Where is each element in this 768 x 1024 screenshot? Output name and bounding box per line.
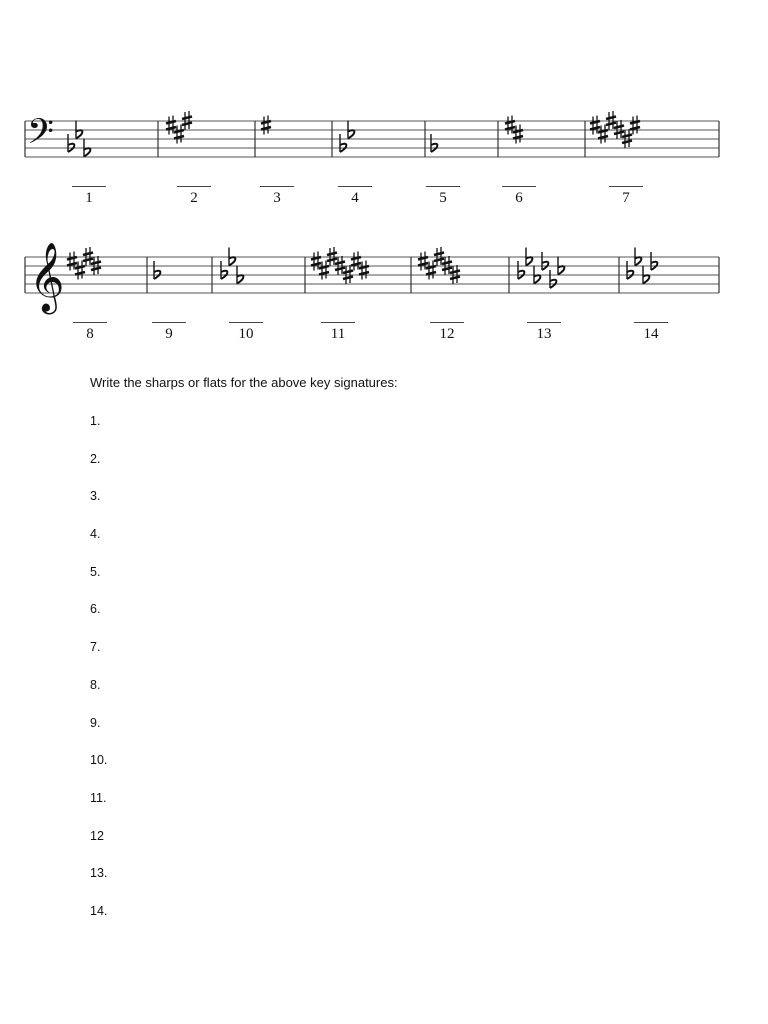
key-signature-number: 9	[165, 326, 173, 342]
answer-blank[interactable]	[177, 186, 211, 187]
key-signature-number: 3	[273, 190, 281, 206]
answer-line-6[interactable]: 6.	[90, 602, 101, 617]
sharp-icon	[630, 116, 640, 135]
answer-line-14[interactable]: 14.	[90, 903, 108, 918]
answer-line-11[interactable]: 11.	[90, 790, 107, 805]
answer-line-8[interactable]: 8.	[90, 677, 101, 692]
flat-icon	[550, 270, 556, 288]
answer-list	[90, 413, 107, 941]
key-signature-number: 1	[85, 190, 93, 206]
treble-clef-icon: 𝄞	[29, 242, 65, 312]
answer-blank[interactable]	[426, 186, 460, 187]
key-signature-number: 13	[536, 326, 552, 342]
answer-line-1[interactable]: 1.	[90, 414, 101, 428]
answer-blank[interactable]	[609, 186, 643, 187]
flat-icon	[68, 134, 74, 152]
answer-blank[interactable]	[338, 186, 372, 187]
flat-icon	[518, 261, 524, 279]
answer-blank[interactable]	[229, 322, 263, 323]
answer-blank[interactable]	[430, 322, 464, 323]
key-signature-number: 10	[238, 326, 254, 342]
flat-icon	[651, 252, 657, 270]
key-signature-number: 14	[643, 326, 659, 342]
key-signature-number: 5	[439, 190, 447, 206]
answer-blank[interactable]	[73, 322, 107, 323]
flat-icon	[221, 261, 227, 279]
key-signature-number: 8	[86, 326, 94, 342]
answer-line-4[interactable]: 4.	[90, 527, 101, 542]
key-signature-number: 11	[330, 326, 346, 342]
answer-blank[interactable]	[72, 186, 106, 187]
music-staves	[0, 0, 768, 370]
key-signature-number: 6	[515, 190, 523, 206]
answer-blank[interactable]	[152, 322, 186, 323]
answer-blank[interactable]	[321, 322, 355, 323]
answer-line-13[interactable]: 13.	[90, 866, 108, 881]
flat-icon	[154, 261, 160, 279]
answer-blank[interactable]	[527, 322, 561, 323]
answer-line-9[interactable]: 9.	[90, 715, 101, 730]
bass-clef-icon: 𝄢	[27, 111, 55, 160]
answer-blank[interactable]	[502, 186, 536, 187]
key-signature-number: 12	[439, 326, 455, 342]
answer-blank[interactable]	[634, 322, 668, 323]
answer-line-10[interactable]: 10.	[90, 753, 108, 768]
flat-icon	[627, 261, 633, 279]
sharp-icon	[261, 116, 271, 135]
answer-blank[interactable]	[260, 186, 294, 187]
instructions-text: Write the sharps or flats for the above key signatures:	[90, 375, 398, 390]
key-signature-number: 7	[622, 190, 630, 206]
key-signature-number: 2	[190, 190, 198, 206]
answer-line-3[interactable]: 3.	[90, 489, 101, 504]
answer-line-7[interactable]: 7.	[90, 640, 101, 655]
answer-line-2[interactable]: 2.	[90, 451, 101, 466]
answer-line-12[interactable]: 12	[90, 828, 104, 843]
answer-line-5[interactable]: 5.	[90, 564, 101, 579]
flat-icon	[340, 134, 346, 152]
flat-icon	[431, 134, 437, 152]
key-signature-exercise	[0, 0, 768, 370]
flat-icon	[542, 252, 548, 270]
key-signature-number: 4	[351, 190, 359, 206]
